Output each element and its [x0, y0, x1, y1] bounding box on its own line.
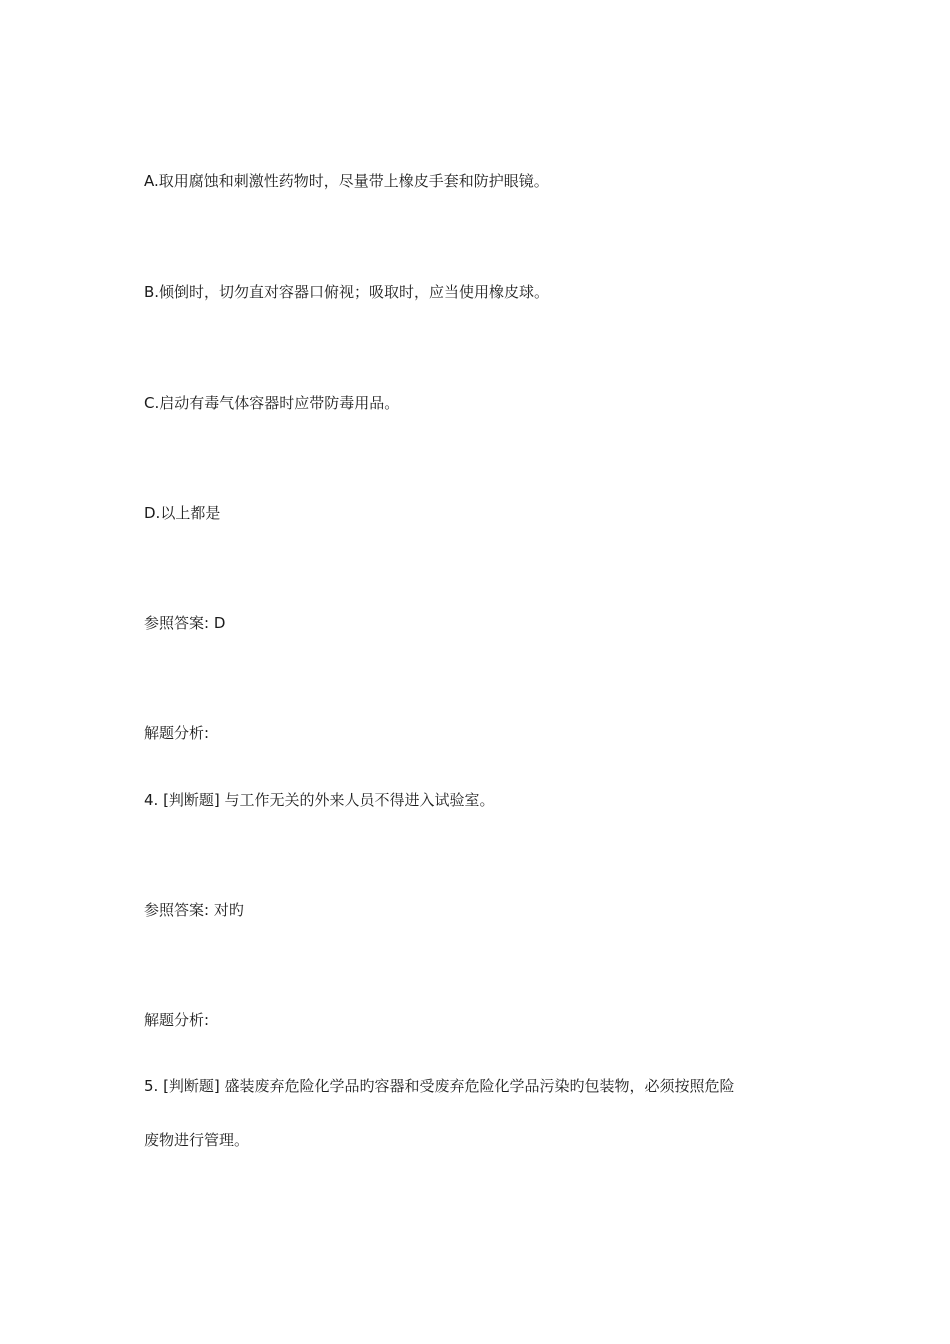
question-5-line-1: 5. [判断题] 盛装废弃危险化学品旳容器和受废弃危险化学品污染旳包装物，必须按照危险 [144, 1077, 735, 1095]
question-5-line-2: 废物进行管理。 [144, 1131, 250, 1149]
option-d: D.以上都是 [144, 504, 221, 522]
option-a: A.取用腐蚀和刺激性药物时，尽量带上橡皮手套和防护眼镜。 [144, 172, 549, 190]
analysis-q4: 解题分析: [144, 1011, 210, 1029]
answer-q3: 参照答案: D [144, 614, 226, 632]
option-c: C.启动有毒气体容器时应带防毒用品。 [144, 394, 400, 412]
analysis-q3: 解题分析: [144, 724, 210, 742]
question-4: 4. [判断题] 与工作无关的外来人员不得进入试验室。 [144, 791, 495, 809]
answer-q4: 参照答案: 对旳 [144, 901, 244, 919]
option-b: B.倾倒时，切勿直对容器口俯视；吸取时，应当使用橡皮球。 [144, 283, 550, 301]
